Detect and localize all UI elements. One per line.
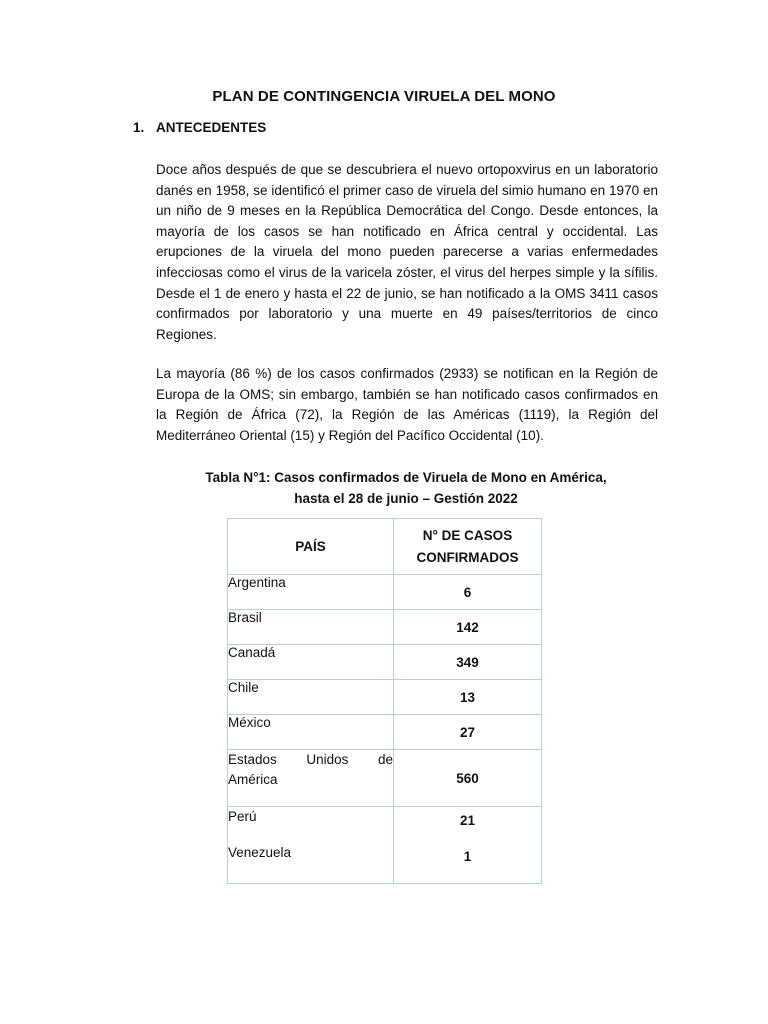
table-header-row [228,519,542,575]
country-cell: Estados Unidos de América [228,750,394,807]
table-row-group [228,807,542,884]
section-number: 1. [133,120,145,135]
header-cases-line-1: N° DE CASOS [422,527,513,543]
paragraph-statistics: La mayoría (86 %) de los casos confirmados (2933) se notifican en la Región de Europa de la OMS; sin embargo, también se han notificado casos confirmados en la Región de África (72), la Región de las Américas (1119), la Región del Mediterráneo Oriental (15) y Región del Pacífico Occidental (10). [156,366,658,443]
table-caption-line-2: hasta el 28 de junio – Gestión 2022 [294,491,518,506]
cases-cell: 27 [394,715,542,750]
cases-cell: 142 [394,610,542,645]
table-row [228,610,542,645]
header-cases [394,519,542,575]
cases-cell: 349 [394,645,542,680]
section-heading [133,120,266,135]
country-cell-group [228,807,394,884]
country-cell: México [228,715,394,750]
cases-table [227,518,542,884]
cases-cell: 6 [394,575,542,610]
cases-cell: 560 [394,750,542,807]
cases-cell: 1 [463,849,472,864]
cases-cell-group [394,807,542,884]
document-title: PLAN DE CONTINGENCIA VIRUELA DEL MONO [212,88,556,105]
country-cell: Canadá [228,645,394,680]
country-cell: Chile [228,680,394,715]
table-row [228,575,542,610]
cases-cell: 13 [394,680,542,715]
country-cell: Argentina [228,575,394,610]
table-row [228,750,542,807]
table-caption-line-1: Tabla N°1: Casos confirmados de Viruela de Mono en América, [205,470,607,485]
country-cell: Perú [228,809,257,824]
table-row [228,680,542,715]
country-cell: Venezuela [228,845,292,860]
header-cases-line-2: CONFIRMADOS [416,549,519,565]
paragraph-background: Doce años después de que se descubriera el nuevo ortopoxvirus en un laboratorio danés en 1958, se identificó el primer caso de viruela del simio humano en 1970 en un niño de 9 meses en la República Democrática del Congo. Desde entonces, la mayoría de los casos se han notificado en África central y occidental. Las erupciones de la viruela del mono pueden parecerse a varias enfermedades infecciosas como el virus de la varicela zóster, el virus del herpes simple y la sífilis. Desde el 1 de enero y hasta el 22 de junio, se han notificado a la OMS 3411 casos confirmados por laboratorio y una muerte en 49 países/territorios de cinco Regiones. [156,162,658,342]
header-country: PAÍS [228,519,394,575]
cases-cell: 21 [459,813,476,828]
table-row [228,715,542,750]
table-row [228,645,542,680]
country-cell: Brasil [228,610,394,645]
section-heading-text: ANTECEDENTES [156,120,267,135]
